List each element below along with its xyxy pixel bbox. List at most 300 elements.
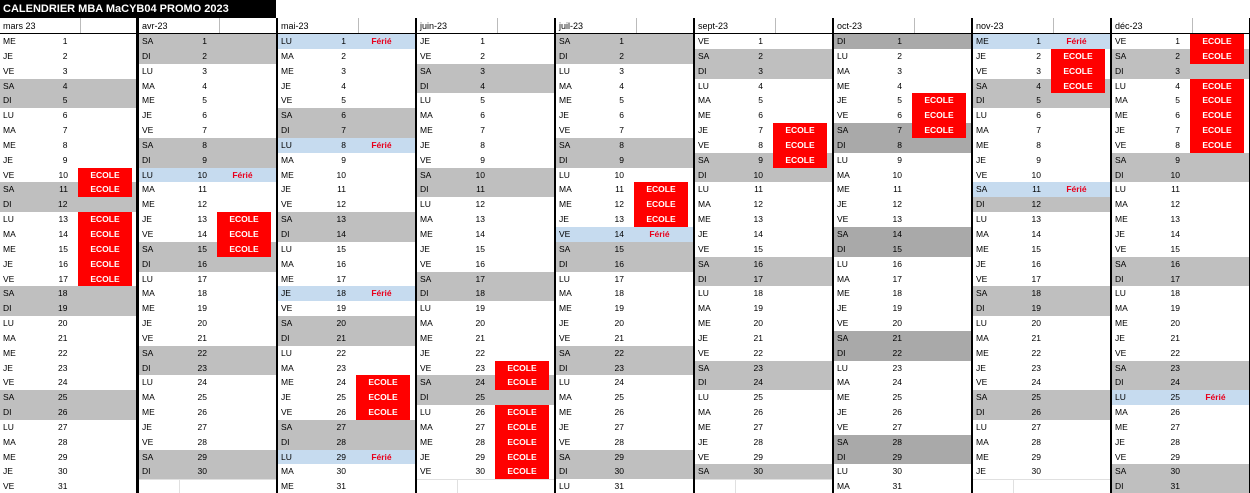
day-note bbox=[70, 301, 137, 316]
day-row bbox=[834, 64, 971, 79]
day-number: 25 bbox=[753, 392, 763, 403]
day-name: ME bbox=[420, 332, 433, 343]
day-note bbox=[904, 227, 971, 242]
day-name: ME bbox=[142, 199, 155, 210]
day-name: SA bbox=[1115, 362, 1127, 373]
day-row bbox=[556, 79, 693, 94]
ecole-badge: ECOLE bbox=[1190, 108, 1244, 123]
month-column bbox=[277, 18, 416, 493]
ecole-badge: ECOLE bbox=[217, 242, 271, 257]
day-number: 28 bbox=[892, 436, 902, 447]
day-note bbox=[1182, 405, 1249, 420]
day-note bbox=[904, 316, 971, 331]
day-name: VE bbox=[1115, 243, 1127, 254]
day-name: MA bbox=[559, 392, 572, 403]
day-row bbox=[417, 301, 554, 316]
day-name: JE bbox=[976, 258, 986, 269]
day-number: 1 bbox=[202, 36, 207, 46]
day-name: VE bbox=[420, 362, 432, 373]
day-name: VE bbox=[420, 258, 432, 269]
day-note bbox=[1043, 286, 1110, 301]
day-note bbox=[626, 49, 693, 64]
ferie-label: Férié bbox=[348, 450, 415, 465]
day-name: JE bbox=[142, 110, 152, 121]
day-number: 20 bbox=[753, 318, 763, 329]
day-number: 23 bbox=[753, 362, 763, 373]
day-name: JE bbox=[281, 392, 291, 403]
month-label: mars 23 bbox=[3, 21, 36, 31]
day-number: 4 bbox=[1175, 80, 1180, 91]
day-note bbox=[209, 301, 276, 316]
day-number: 24 bbox=[1031, 377, 1041, 388]
day-name: SA bbox=[1115, 466, 1127, 477]
ecole-badge: ECOLE bbox=[495, 361, 549, 376]
day-number: 25 bbox=[58, 392, 68, 403]
day-number: 2 bbox=[619, 50, 624, 61]
day-number: 2 bbox=[758, 50, 763, 61]
month-label: déc-23 bbox=[1115, 21, 1143, 31]
day-name: SA bbox=[1115, 154, 1127, 165]
day-note bbox=[70, 464, 137, 479]
day-row bbox=[834, 257, 971, 272]
month-header-spacer bbox=[80, 18, 136, 33]
day-row bbox=[834, 435, 971, 450]
day-note bbox=[904, 212, 971, 227]
day-row bbox=[834, 405, 971, 420]
day-row bbox=[1112, 375, 1249, 390]
day-name: VE bbox=[420, 50, 432, 61]
day-number: 8 bbox=[1036, 139, 1041, 150]
day-row bbox=[1112, 405, 1249, 420]
day-row bbox=[556, 227, 693, 242]
day-row bbox=[834, 375, 971, 390]
day-name: DI bbox=[976, 95, 985, 106]
day-row bbox=[973, 361, 1110, 376]
day-note bbox=[1043, 301, 1110, 316]
day-number: 14 bbox=[596, 227, 626, 242]
day-note bbox=[626, 346, 693, 361]
day-note bbox=[348, 272, 415, 287]
day-row bbox=[0, 64, 136, 79]
ecole-badge: ECOLE bbox=[78, 168, 132, 183]
day-note bbox=[904, 34, 971, 49]
day-name: JE bbox=[698, 436, 708, 447]
day-number: 23 bbox=[1170, 362, 1180, 373]
day-name: ME bbox=[281, 377, 294, 388]
day-number: 13 bbox=[475, 214, 485, 225]
day-row bbox=[139, 168, 276, 183]
day-name: SA bbox=[3, 288, 15, 299]
day-note bbox=[1182, 331, 1249, 346]
day-name: SA bbox=[698, 362, 710, 373]
day-number: 5 bbox=[758, 95, 763, 106]
day-name: DI bbox=[976, 303, 985, 314]
day-name: MA bbox=[420, 318, 433, 329]
day-number: 10 bbox=[179, 168, 209, 183]
day-name: DI bbox=[281, 436, 290, 447]
day-row bbox=[556, 272, 693, 287]
day-row bbox=[556, 242, 693, 257]
day-number: 12 bbox=[197, 199, 207, 210]
day-name: VE bbox=[837, 110, 849, 121]
day-number: 20 bbox=[58, 318, 68, 329]
day-row bbox=[834, 331, 971, 346]
day-number: 25 bbox=[1152, 390, 1182, 405]
day-row bbox=[556, 93, 693, 108]
day-note bbox=[904, 153, 971, 168]
day-name: MA bbox=[281, 362, 294, 373]
day-number: 9 bbox=[62, 154, 68, 165]
day-number: 11 bbox=[615, 184, 624, 195]
day-name: JE bbox=[559, 214, 569, 225]
day-name: VE bbox=[837, 421, 849, 432]
day-number: 4 bbox=[897, 80, 902, 91]
day-number: 6 bbox=[619, 110, 624, 121]
day-note bbox=[70, 361, 137, 376]
day-number: 15 bbox=[1031, 243, 1041, 254]
day-number: 9 bbox=[1036, 154, 1041, 165]
day-note bbox=[904, 435, 971, 450]
day-row bbox=[0, 227, 136, 242]
day-row bbox=[0, 108, 136, 123]
day-name: DI bbox=[559, 50, 568, 61]
day-note bbox=[348, 257, 415, 272]
day-number: 18 bbox=[475, 288, 485, 299]
day-note bbox=[487, 108, 554, 123]
day-number: 21 bbox=[475, 332, 485, 343]
day-number: 15 bbox=[753, 243, 763, 254]
day-number: 23 bbox=[1031, 362, 1041, 373]
month-column bbox=[972, 18, 1111, 493]
day-note bbox=[765, 227, 832, 242]
day-name: LU bbox=[976, 214, 987, 225]
day-note bbox=[626, 301, 693, 316]
day-number: 20 bbox=[475, 318, 485, 329]
day-name: SA bbox=[837, 228, 849, 239]
day-note bbox=[1182, 197, 1249, 212]
day-name: DI bbox=[1115, 273, 1124, 284]
day-name: LU bbox=[1115, 80, 1126, 91]
day-row bbox=[417, 450, 554, 465]
day-row bbox=[139, 361, 276, 376]
day-number: 25 bbox=[892, 392, 902, 403]
month-header bbox=[1112, 18, 1249, 34]
day-row bbox=[1112, 34, 1249, 49]
day-note bbox=[70, 79, 137, 94]
day-number: 3 bbox=[1175, 65, 1180, 76]
day-note bbox=[487, 197, 554, 212]
day-row bbox=[139, 212, 276, 227]
day-number: 14 bbox=[753, 228, 763, 239]
day-row bbox=[139, 227, 276, 242]
day-name: VE bbox=[420, 466, 432, 477]
day-row bbox=[556, 197, 693, 212]
day-note bbox=[626, 361, 693, 376]
day-number: 8 bbox=[897, 139, 902, 150]
day-name: JE bbox=[420, 243, 430, 254]
day-number: 28 bbox=[1170, 436, 1180, 447]
day-row bbox=[417, 168, 554, 183]
day-note bbox=[626, 420, 693, 435]
day-note bbox=[70, 390, 137, 405]
day-note bbox=[626, 138, 693, 153]
ecole-badge: ECOLE bbox=[634, 212, 688, 227]
day-number: 20 bbox=[1031, 318, 1041, 329]
day-number: 2 bbox=[202, 50, 207, 61]
day-row bbox=[278, 34, 415, 49]
day-row bbox=[1112, 168, 1249, 183]
day-name: DI bbox=[142, 466, 151, 477]
day-note bbox=[626, 479, 693, 493]
day-row bbox=[417, 212, 554, 227]
day-note bbox=[348, 227, 415, 242]
day-name: DI bbox=[1115, 481, 1124, 492]
day-row bbox=[1112, 79, 1249, 94]
ecole-badge: ECOLE bbox=[1051, 49, 1105, 64]
day-name: DI bbox=[281, 228, 290, 239]
day-number: 10 bbox=[475, 169, 485, 180]
day-number: 28 bbox=[614, 436, 624, 447]
day-name: DI bbox=[3, 199, 12, 210]
ecole-badge: ECOLE bbox=[1190, 79, 1244, 94]
day-row bbox=[278, 79, 415, 94]
day-row bbox=[973, 93, 1110, 108]
day-number: 19 bbox=[58, 303, 68, 314]
day-note bbox=[765, 375, 832, 390]
day-note bbox=[1043, 331, 1110, 346]
day-name: JE bbox=[837, 95, 847, 106]
day-row bbox=[139, 182, 276, 197]
day-row bbox=[0, 286, 136, 301]
day-note bbox=[1182, 435, 1249, 450]
day-name: LU bbox=[698, 184, 709, 195]
day-row bbox=[973, 64, 1110, 79]
day-note bbox=[904, 420, 971, 435]
day-row bbox=[834, 286, 971, 301]
day-note bbox=[487, 272, 554, 287]
day-note bbox=[765, 272, 832, 287]
day-name: ME bbox=[281, 169, 294, 180]
day-row bbox=[556, 168, 693, 183]
day-row bbox=[834, 361, 971, 376]
day-row bbox=[417, 123, 554, 138]
day-number: 12 bbox=[475, 199, 485, 210]
day-name: LU bbox=[420, 407, 431, 418]
day-number: 26 bbox=[336, 407, 346, 418]
day-number: 29 bbox=[197, 451, 207, 462]
day-name: DI bbox=[559, 154, 568, 165]
day-row bbox=[834, 108, 971, 123]
day-number: 15 bbox=[475, 243, 485, 254]
day-number: 9 bbox=[202, 154, 207, 165]
day-row bbox=[973, 227, 1110, 242]
day-name: ME bbox=[559, 407, 572, 418]
day-number: 3 bbox=[619, 65, 624, 76]
day-name: ME bbox=[1115, 110, 1128, 121]
day-name: ME bbox=[559, 303, 572, 314]
ecole-badge: ECOLE bbox=[78, 257, 132, 272]
day-row bbox=[278, 227, 415, 242]
ferie-label: Férié bbox=[348, 138, 415, 153]
day-row bbox=[695, 420, 832, 435]
day-note bbox=[626, 153, 693, 168]
month-header-spacer bbox=[497, 18, 554, 33]
ecole-badge: ECOLE bbox=[495, 464, 549, 479]
ecole-badge: ECOLE bbox=[356, 405, 410, 420]
day-row bbox=[1112, 64, 1249, 79]
day-number: 18 bbox=[58, 288, 68, 299]
day-row bbox=[834, 197, 971, 212]
day-row bbox=[0, 242, 136, 257]
empty-cell bbox=[695, 480, 735, 493]
day-number: 23 bbox=[197, 362, 207, 373]
day-name: VE bbox=[559, 436, 571, 447]
day-note bbox=[765, 242, 832, 257]
day-number: 22 bbox=[1170, 347, 1180, 358]
day-name: LU bbox=[976, 421, 987, 432]
day-row bbox=[1112, 346, 1249, 361]
day-note bbox=[904, 346, 971, 361]
day-number: 27 bbox=[475, 421, 485, 432]
day-row bbox=[1112, 316, 1249, 331]
day-name: VE bbox=[698, 243, 710, 254]
ecole-badge: ECOLE bbox=[773, 138, 827, 153]
day-row bbox=[1112, 272, 1249, 287]
day-row bbox=[695, 79, 832, 94]
day-note bbox=[1182, 450, 1249, 465]
day-note bbox=[209, 64, 276, 79]
day-name: VE bbox=[281, 95, 293, 106]
ecole-badge: ECOLE bbox=[773, 123, 827, 138]
day-name: VE bbox=[698, 36, 710, 46]
day-note bbox=[209, 49, 276, 64]
day-name: DI bbox=[559, 362, 568, 373]
ferie-label: Férié bbox=[1182, 390, 1249, 405]
day-number: 17 bbox=[753, 273, 763, 284]
day-row bbox=[0, 212, 136, 227]
day-row bbox=[0, 34, 136, 49]
day-row bbox=[417, 390, 554, 405]
day-number: 31 bbox=[336, 481, 346, 492]
day-note bbox=[765, 346, 832, 361]
day-name: VE bbox=[420, 154, 432, 165]
day-name: ME bbox=[698, 214, 711, 225]
day-row bbox=[973, 212, 1110, 227]
day-number: 27 bbox=[1170, 421, 1180, 432]
day-row bbox=[834, 242, 971, 257]
day-number: 17 bbox=[475, 273, 485, 284]
day-number: 14 bbox=[892, 228, 902, 239]
day-note bbox=[1182, 420, 1249, 435]
day-note bbox=[765, 168, 832, 183]
day-number: 30 bbox=[58, 466, 68, 477]
month-column bbox=[416, 18, 555, 493]
day-row bbox=[695, 346, 832, 361]
day-name: VE bbox=[976, 377, 988, 388]
day-row bbox=[278, 272, 415, 287]
day-row bbox=[278, 93, 415, 108]
day-row bbox=[695, 257, 832, 272]
day-note bbox=[1182, 464, 1249, 479]
day-name: MA bbox=[837, 169, 850, 180]
day-name: ME bbox=[3, 347, 16, 358]
day-row bbox=[278, 257, 415, 272]
day-row bbox=[556, 212, 693, 227]
empty-cell bbox=[139, 480, 179, 493]
day-number: 22 bbox=[197, 347, 207, 358]
day-number: 10 bbox=[892, 169, 902, 180]
day-number: 27 bbox=[614, 421, 624, 432]
day-name: SA bbox=[698, 154, 710, 165]
day-note bbox=[1043, 93, 1110, 108]
day-number: 14 bbox=[58, 228, 68, 239]
day-name: SA bbox=[3, 392, 15, 403]
day-note bbox=[348, 182, 415, 197]
day-note bbox=[209, 138, 276, 153]
day-name: LU bbox=[698, 80, 709, 91]
day-note bbox=[904, 272, 971, 287]
day-note bbox=[1182, 361, 1249, 376]
day-number: 3 bbox=[341, 65, 346, 76]
day-number: 31 bbox=[1170, 481, 1180, 492]
day-row bbox=[695, 272, 832, 287]
day-number: 21 bbox=[614, 332, 624, 343]
day-note bbox=[487, 79, 554, 94]
day-number: 31 bbox=[58, 481, 68, 492]
day-name: JE bbox=[3, 362, 13, 373]
day-number: 4 bbox=[480, 80, 485, 91]
day-row bbox=[834, 316, 971, 331]
day-number: 2 bbox=[62, 50, 68, 61]
day-note bbox=[904, 301, 971, 316]
day-name: MA bbox=[420, 110, 433, 121]
day-number: 24 bbox=[614, 377, 624, 388]
day-note bbox=[209, 197, 276, 212]
day-row bbox=[556, 49, 693, 64]
day-name: DI bbox=[837, 36, 846, 46]
day-row bbox=[556, 390, 693, 405]
day-row bbox=[556, 464, 693, 479]
day-row bbox=[973, 138, 1110, 153]
day-number: 1 bbox=[758, 36, 763, 46]
day-name: ME bbox=[420, 125, 433, 136]
day-number: 27 bbox=[1031, 421, 1041, 432]
day-name: ME bbox=[281, 65, 294, 76]
day-number: 5 bbox=[1036, 95, 1041, 106]
day-number: 19 bbox=[892, 303, 902, 314]
day-number: 6 bbox=[1175, 110, 1180, 121]
day-number: 11 bbox=[1013, 182, 1043, 197]
day-note bbox=[70, 49, 137, 64]
day-name: VE bbox=[1115, 36, 1127, 46]
month-header-spacer bbox=[358, 18, 415, 33]
day-name: MA bbox=[559, 80, 572, 91]
day-row bbox=[139, 257, 276, 272]
day-note bbox=[765, 361, 832, 376]
day-row bbox=[556, 123, 693, 138]
day-number: 13 bbox=[753, 214, 763, 225]
day-name: DI bbox=[3, 303, 12, 314]
day-number: 10 bbox=[336, 169, 346, 180]
day-number: 29 bbox=[1031, 451, 1041, 462]
day-number: 18 bbox=[892, 288, 902, 299]
day-row bbox=[139, 331, 276, 346]
day-number: 12 bbox=[58, 199, 68, 210]
day-number: 14 bbox=[1170, 228, 1180, 239]
day-name: VE bbox=[976, 273, 988, 284]
day-note bbox=[626, 464, 693, 479]
day-number: 18 bbox=[318, 286, 348, 301]
